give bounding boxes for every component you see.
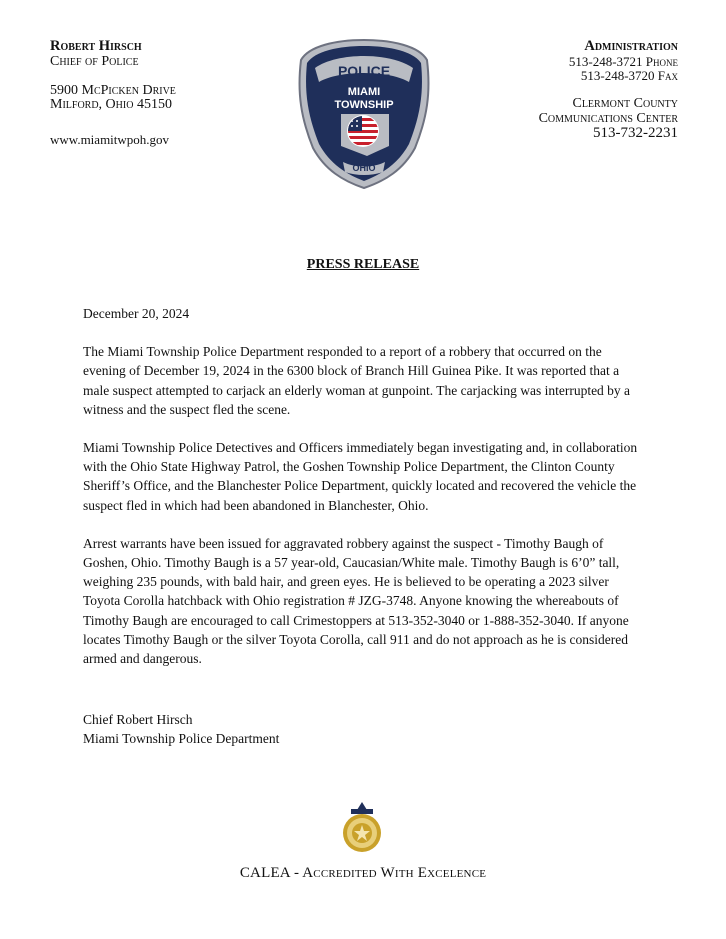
- badge-top-text: POLICE: [337, 63, 391, 79]
- chief-contact-block: [50, 38, 176, 148]
- chief-name: Robert Hirsch: [50, 38, 142, 54]
- calea-seal-icon: [341, 800, 383, 854]
- footer-calea-text: CALEA - Accredited With Excelence: [239, 865, 487, 881]
- badge-line1: MIAMI: [347, 86, 381, 98]
- release-paragraph-1: The Miami Township Police Department responded to a report of a robbery that occurred on the evening of December 19, 2024 in the 6300 block of Branch Hill Guinea Pike. It was reported that a male suspect attempted to carjack an elderly woman at gunpoint. The carjacking was interrupted by a witness and the suspect fled the scene.: [83, 344, 631, 417]
- administration-contact-block: [539, 38, 678, 141]
- release-paragraph-3: Arrest warrants have been issued for aggravated robbery against the suspect - Timothy Baugh of Goshen, Ohio. Timothy Baugh is a 57 year-old, Caucasian/White male. Timothy Baugh is 6’0” tall, weighing 235 pounds, with bald hair, and green eyes. He is believed to be operating a 2023 silver Toyota Corolla hatchback with Ohio registration # JZG-3748. Anyone knowing the whereabouts of Timothy Baugh are encouraged to call Crimestoppers at 513-352-3040 or 1-888-352-3040. If anyone locates Timothy Baugh or the silver Toyota Corolla, call 911 and do not approach as he is considered armed and dangerous.: [83, 535, 629, 667]
- comm-phone: 513-732-2231: [593, 125, 678, 141]
- signature-block: [83, 710, 279, 748]
- admin-title: Administration: [584, 38, 678, 54]
- chief-title: Chief of Police: [50, 54, 139, 69]
- police-badge-logo: [297, 38, 431, 190]
- badge-line2: TOWNSHIP: [334, 99, 394, 111]
- comm-line2: Communications Center: [538, 111, 678, 126]
- release-date: December 20, 2024: [83, 306, 190, 321]
- badge-bottom-text: OHIO: [352, 163, 376, 173]
- signature-name: Chief Robert Hirsch: [83, 712, 193, 727]
- press-release-heading: PRESS RELEASE: [306, 257, 420, 272]
- admin-fax: 513-248-3720 Fax: [580, 68, 678, 83]
- website-text: www.miamitwpoh.gov: [50, 132, 170, 147]
- comm-line1: Clermont County: [572, 96, 678, 111]
- comm-center-block: [539, 96, 678, 141]
- admin-phone: 513-248-3721 Phone: [568, 54, 678, 69]
- signature-org: Miami Township Police Department: [83, 731, 280, 747]
- address-block: [50, 84, 176, 112]
- address-line1: 5900 McPicken Drive: [50, 83, 176, 98]
- release-body: [83, 304, 643, 687]
- address-line2: Milford, Ohio 45150: [50, 97, 172, 112]
- release-paragraph-2: Miami Township Police Detectives and Officers immediately began investigating and, in collaboration with the Ohio State Highway Patrol, the Goshen Township Police Department, the Clinton County Sheriff’s Office, and the Blanchester Police Department, quickly located and recovered the vehicle the suspect fled in which had been abandoned in Blanchester, Ohio.: [83, 440, 638, 513]
